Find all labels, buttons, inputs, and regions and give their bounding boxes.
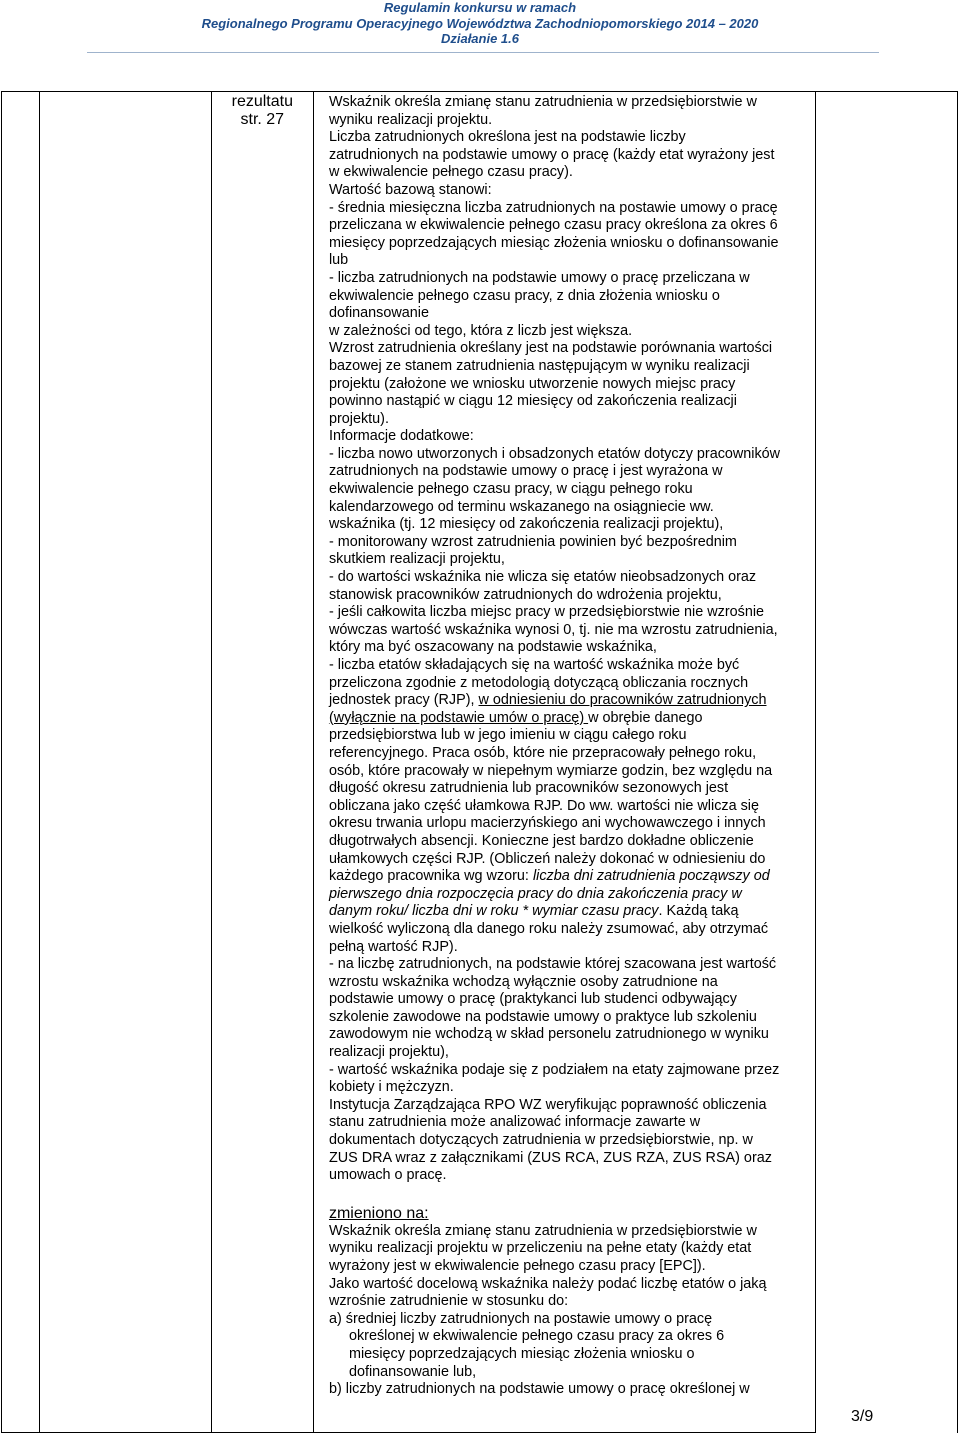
text-line: Instytucja Zarządzająca RPO WZ weryfikując poprawność obliczenia <box>328 1096 767 1113</box>
text-line: podstawie umowy o pracę (praktykanci lub studenci odbywający <box>328 991 737 1008</box>
text-line: wzrostu wskaźnika wchodzą wyłącznie osoby zatrudnione na <box>328 973 718 990</box>
text-line: bazowej ze stanem zatrudnienia następującym w wyniku realizacji <box>328 357 750 374</box>
text-line: miesięcy poprzedzających miesiąc złożenia wniosku o dofinansowanie <box>328 234 779 251</box>
list-item-a: a) średniej liczby zatrudnionych na postawie umowy o pracę <box>328 1310 713 1327</box>
text-line: dokumentach dotyczących zatrudnienia w przedsiębiorstwie, np. w <box>328 1132 753 1149</box>
paragraph-gap <box>329 1185 815 1205</box>
italic-span: danym roku/ liczba dni w roku * wymiar czasu pracy <box>328 903 659 920</box>
text-line: projektu). <box>328 410 389 427</box>
text-line: - jeśli całkowita liczba miejsc pracy w przedsiębiorstwie nie wzrośnie <box>328 604 765 621</box>
column-number-cell <box>2 92 40 1433</box>
text-line: kalendarzowego od terminu wskazanego na osiągniecie ww. <box>328 498 714 515</box>
text-line: wzrośnie zatrudnienie w stosunku do: <box>328 1293 569 1310</box>
text-line: który ma być oszacowany na podstawie wskaźnika, <box>328 639 657 656</box>
text-line: przeliczana w ekwiwalencie pełnego czasu pracy określona za okres 6 <box>328 217 778 234</box>
changed-heading: zmieniono na: <box>328 1204 429 1222</box>
column-content-cell <box>313 92 815 1433</box>
text-line: - liczba zatrudnionych na podstawie umowy o pracę przeliczana w <box>328 269 750 286</box>
text-line: zawodowym nie wchodzą w skład personelu zatrudnionego w wyniku <box>328 1026 769 1043</box>
text-line: lub <box>328 252 349 269</box>
text-line-formula-italic: pierwszego dnia rozpoczęcia pracy do dnia zakończenia pracy w <box>328 885 742 902</box>
text-line: w ekwiwalencie pełnego czasu pracy). <box>328 164 573 181</box>
text-line: Wzrost zatrudnienia określany jest na podstawie porównania wartości <box>328 340 773 357</box>
text-line: obliczana jako część ułamkowa RJP. Do ww. wartości nie wlicza się <box>328 797 759 814</box>
text-line: Liczba zatrudnionych określona jest na podstawie liczby <box>328 129 686 146</box>
text-line: szkolenie zawodowe na podstawie umowy o praktyce lub szkoleniu <box>328 1008 757 1025</box>
text-line: kobiety i mężczyzn. <box>328 1079 454 1096</box>
text-span: każdego pracownika wg wzoru: <box>328 868 533 885</box>
text-line: wówczas wartość wskaźnika wynosi 0, tj. nie ma wzrostu zatrudnienia, <box>328 621 778 638</box>
column-notes-cell <box>815 92 957 1433</box>
text-line: przedsiębiorstwa lub w jego imieniu w ciągu całego roku <box>328 727 687 744</box>
header-program: Regionalnego Programu Operacyjnego Województwa Zachodniopomorskiego 2014 – 2020 <box>201 15 759 31</box>
list-item-b: b) liczby zatrudnionych na podstawie umowy o pracę określonej w <box>328 1381 750 1398</box>
text-line: skutkiem realizacji projektu, <box>328 551 505 568</box>
changes-table <box>1 91 958 1433</box>
text-line: projektu (założone we wniosku utworzenie nowych miejsc pracy <box>328 375 736 392</box>
text-line: umowach o pracę. <box>328 1167 447 1184</box>
text-line-exclusive <box>329 710 815 728</box>
text-line: pełną wartość RJP). <box>328 938 458 955</box>
document-header <box>0 0 960 52</box>
italic-span: liczba dni zatrudnienia począwszy od <box>532 868 770 885</box>
text-line-formula <box>329 868 815 886</box>
text-line-rjp <box>329 692 815 710</box>
text-line: długość okresu zatrudnienia lub pracowników sezonowych jest <box>328 780 729 797</box>
text-line: - do wartości wskaźnika nie wlicza się etatów nieobsadzonych oraz <box>328 569 757 586</box>
text-line: - liczba etatów składających się na wartość wskaźnika może być <box>328 657 740 673</box>
text-line: wyniku realizacji projektu. <box>328 111 493 128</box>
text-line: Jako wartość docelową wskaźnika należy podać liczbę etatów o jaką <box>328 1275 767 1292</box>
text-line: - liczba nowo utworzonych i obsadzonych etatów dotyczy pracowników <box>328 445 781 462</box>
text-line: Wskaźnik określa zmianę stanu zatrudnienia w przedsiębiorstwie w <box>328 94 757 110</box>
page-number: 3/9 <box>851 1408 874 1425</box>
column-location-cell <box>211 92 313 1433</box>
text-line: zatrudnionych na podstawie umowy o pracę (każdy etat wyrażony jest <box>328 146 775 163</box>
text-line: długotrwałych absencji. Konieczne jest bardzo dokładne obliczenie <box>328 832 754 849</box>
text-line-formula-end <box>329 903 815 921</box>
text-line: okresu trwania urlopu macierzyńskiego ani wychowawczego i innych <box>328 815 766 832</box>
location-page: str. 27 <box>240 111 285 128</box>
text-line: przeliczona zgodnie z metodologią dotyczącą obliczania rocznych <box>328 674 749 691</box>
text-line: wyrażony jest w ekwiwalencie pełnego czasu pracy [EPC]). <box>328 1258 706 1274</box>
list-item-a-continued: miesięcy poprzedzających miesiąc złożenia wniosku o <box>348 1345 695 1362</box>
text-line: ekwiwalencie pełnego czasu pracy, z dnia złożenia wniosku o <box>328 287 720 304</box>
text-line: dofinansowanie <box>328 305 429 322</box>
text-line: ułamkowych części RJP. (Obliczeń należy dokonać w odniesieniu do <box>328 850 766 867</box>
text-line: Wskaźnik określa zmianę stanu zatrudnienia w przedsiębiorstwie w <box>328 1222 757 1239</box>
text-span: w obrębie danego <box>588 709 703 726</box>
underlined-span: w odniesieniu do pracowników zatrudnionych <box>478 692 767 709</box>
location-reference <box>212 92 313 129</box>
text-line: stanowisk pracowników zatrudnionych do wdrożenia projektu, <box>328 586 722 603</box>
text-line: - na liczbę zatrudnionych, na podstawie której szacowana jest wartość <box>328 956 777 973</box>
text-line: wskaźnika (tj. 12 miesięcy od zakończenia realizacji projektu), <box>328 516 724 533</box>
column-section-cell <box>40 92 212 1433</box>
text-line: ZUS DRA wraz z załącznikami (ZUS RCA, ZUS RZA, ZUS RSA) oraz <box>328 1149 772 1166</box>
text-line: osób, które pracowały w niepełnym wymiarze godzin, bez względu na <box>328 762 773 779</box>
text-span: . Każdą taką <box>658 903 739 920</box>
list-item-a-continued: określonej w ekwiwalencie pełnego czasu pracy za okres 6 <box>348 1328 725 1345</box>
text-line: wyniku realizacji projektu w przeliczeniu na pełne etaty (każdy etat <box>328 1240 752 1257</box>
text-line: zatrudnionych na podstawie umowy o pracę i jest wyrażona w <box>328 463 723 480</box>
header-divider <box>87 52 879 53</box>
text-line: Informacje dodatkowe: <box>328 428 474 445</box>
text-line: - monitorowany wzrost zatrudnienia powinien być bezpośrednim <box>328 533 737 550</box>
list-item-a-continued: dofinansowanie lub, <box>348 1363 477 1380</box>
text-line: powinno nastąpić w ciągu 12 miesięcy od zakończenia realizacji <box>328 393 737 410</box>
change-description <box>314 92 815 1399</box>
header-measure: Działanie 1.6 <box>440 31 520 46</box>
text-line: w zależności od tego, która z liczb jest większa. <box>328 322 633 339</box>
text-line: - wartość wskaźnika podaje się z podziałem na etaty zajmowane przez <box>328 1061 780 1078</box>
text-line: referencyjnego. Praca osób, które nie przepracowały pełnego roku, <box>328 744 757 761</box>
text-line: - średnia miesięczna liczba zatrudnionych na postawie umowy o pracę <box>328 199 778 216</box>
text-line: wielkość wyliczoną dla danego roku należy zsumować, aby otrzymać <box>328 920 769 937</box>
text-line: ekwiwalencie pełnego czasu pracy, w ciągu pełnego roku <box>328 481 693 498</box>
location-line: rezultatu <box>231 93 293 110</box>
header-title: Regulamin konkursu w ramach <box>383 0 577 15</box>
text-line: stanu zatrudnienia może analizować informacje zawarte w <box>328 1114 701 1131</box>
text-line: Wartość bazową stanowi: <box>328 181 492 198</box>
text-line: realizacji projektu), <box>328 1044 449 1061</box>
text-span: jednostek pracy (RJP), <box>328 692 479 709</box>
underlined-span: (wyłącznie na podstawie umów o pracę) <box>328 709 589 726</box>
